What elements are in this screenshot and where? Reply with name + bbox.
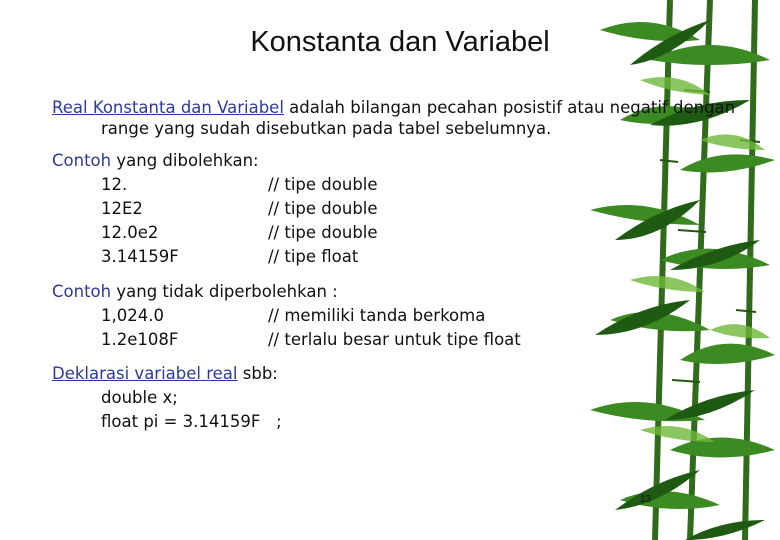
intro-link[interactable]: Real Konstanta dan Variabel xyxy=(52,98,284,117)
declaration-line: float pi = 3.14159F ; xyxy=(101,412,282,431)
intro-line-2: range yang sudah disebutkan pada tabel sebelumnya. xyxy=(101,119,552,138)
allowed-keyword: Contoh xyxy=(52,151,112,170)
declaration-heading-text: sbb: xyxy=(237,364,278,383)
allowed-comment: // tipe double xyxy=(268,223,378,242)
declaration-line: double x; xyxy=(101,388,178,407)
disallowed-keyword: Contoh xyxy=(52,282,112,301)
disallowed-heading xyxy=(52,280,338,304)
disallowed-comment: // memiliki tanda berkoma xyxy=(268,306,486,325)
allowed-heading xyxy=(52,149,259,173)
allowed-value: 12.0e2 xyxy=(101,223,159,242)
disallowed-value: 1,024.0 xyxy=(101,306,164,325)
slide-title: Konstanta dan Variabel xyxy=(250,26,550,58)
allowed-comment: // tipe double xyxy=(268,199,378,218)
allowed-value: 12. xyxy=(101,175,128,194)
disallowed-value: 1.2e108F xyxy=(101,330,179,349)
disallowed-comment: // terlalu besar untuk tipe float xyxy=(268,330,521,349)
intro-text: adalah bilangan pecahan posistif atau negatif dengan xyxy=(283,98,736,117)
allowed-comment: // tipe double xyxy=(268,175,378,194)
bamboo-decoration xyxy=(560,0,780,540)
disallowed-heading-text: yang tidak diperbolehkan : xyxy=(111,282,338,301)
allowed-value: 12E2 xyxy=(101,199,143,218)
allowed-value: 3.14159F xyxy=(101,247,179,266)
allowed-heading-text: yang dibolehkan: xyxy=(111,151,259,170)
declaration-keyword: Deklarasi variabel real xyxy=(52,364,238,383)
declaration-heading xyxy=(52,362,278,386)
page-number: 13 xyxy=(640,494,652,505)
allowed-comment: // tipe float xyxy=(268,247,359,266)
